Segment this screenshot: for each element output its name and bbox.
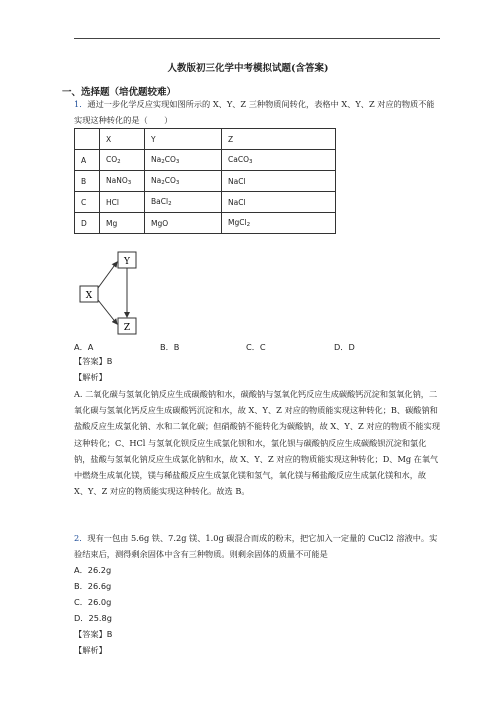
node-x-label: X <box>85 291 93 301</box>
question-text: 通过一步化学反应实现如图所示的 X、Y、Z 三种物质间转化，表格中 X、Y、Z 对应的物质不能实现这种转化的是（ ） <box>74 99 435 125</box>
table-header-row: X Y Z <box>75 129 336 150</box>
option-c: C．C <box>246 342 266 352</box>
option-b: B．B <box>160 342 180 352</box>
chem-cell: CaCO$_3$ <box>222 150 336 171</box>
page-title: 人教版初三化学中考模拟试题(含答案) <box>167 63 329 74</box>
header-rule <box>74 38 440 39</box>
question-number: 1． <box>74 99 88 109</box>
question-number: 2． <box>74 533 88 543</box>
question-text: 现有一包由 5.6g 铁、7.2g 镁、1.0g 碳混合而成的粉末，把它加入一定量的 CuCl2 溶液中。实验结束后，测得剩余固体中含有三种物质。则剩余固体的质量不可能是 <box>74 533 438 559</box>
chem-cell: NaCl <box>222 171 336 192</box>
chem-cell: MgO <box>145 213 222 234</box>
arrow-x-to-y <box>98 262 117 288</box>
conversion-diagram <box>76 248 156 338</box>
q1-options <box>74 342 374 356</box>
q1-analysis: A. 二氧化碳与氢氧化钠反应生成碳酸钠和水，碳酸钠与氢氧化钙反应生成碳酸钙沉淀和氢氧化钠，二氧化碳与氢氧化钙反应生成碳酸钙沉淀和水，故 X、Y、Z 对应的物质能实现这种转化；B、碳酸钠和盐酸反应生成氯化钠、水和二氧化碳；但硝酸钠不能转化为碳酸钠，故 X、Y、Z 对应的物质不能实现这种转化；C、HCl 与氢氧化钡反应生成氯化钡和水，氯化钡与碳酸钠反应生成碳酸钡沉淀和氯化钠，盐酸与氢氧化钠反应生成氯化钠和水，故 X、Y、Z 对应的物质能实现这种转化；D、Mg 在氧气中燃烧生成氧化镁，镁与稀盐酸反应生成氯化镁和氢气，氧化镁与稀盐酸反应生成氯化镁和水，故 X、Y、Z 对应的物质能实现这种转化。故选 B。 <box>74 389 441 497</box>
q1-answer: 【答案】B <box>74 356 113 366</box>
q2-analysis-label: 【解析】 <box>74 645 107 655</box>
q2-option-b: B．26.6g <box>74 581 112 591</box>
table-row: C HCl BaCl$_2$ NaCl <box>75 192 336 213</box>
node-y-label: Y <box>124 257 130 267</box>
chem-cell: MgCl$_2$ <box>222 213 336 234</box>
q2-option-a: A．26.2g <box>74 565 112 575</box>
chem-cell: NaNO$_3$ <box>100 171 145 192</box>
table-row: A $CO_2$ $Na_2CO_3$ CaCO$_3$ <box>75 150 336 171</box>
chem-cell: $Na_2CO_3$ <box>145 171 222 192</box>
q2-option-d: D．25.8g <box>74 613 112 623</box>
node-z-label: Z <box>123 323 131 333</box>
table-row: D Mg MgO MgCl$_2$ <box>75 213 336 234</box>
question-2 <box>74 530 442 562</box>
q2-answer: 【答案】B <box>74 629 113 639</box>
option-d: D．D <box>334 342 355 352</box>
chem-cell: NaCl <box>222 192 336 213</box>
q1-analysis-label: 【解析】 <box>74 372 107 382</box>
arrow-x-to-z <box>98 300 117 324</box>
table-row: B NaNO$_3$ $Na_2CO_3$ NaCl <box>75 171 336 192</box>
chem-cell: HCl <box>100 192 145 213</box>
option-a: A．A <box>74 342 94 352</box>
question-1 <box>74 96 442 128</box>
chem-cell: $CO_2$ <box>100 150 145 171</box>
section-heading: 一、选择题（培优题较难） <box>62 87 177 98</box>
q2-option-c: C．26.0g <box>74 597 112 607</box>
options-table <box>74 128 336 234</box>
chem-cell: $Na_2CO_3$ <box>145 150 222 171</box>
chem-cell: Mg <box>100 213 145 234</box>
chem-cell: BaCl$_2$ <box>145 192 222 213</box>
